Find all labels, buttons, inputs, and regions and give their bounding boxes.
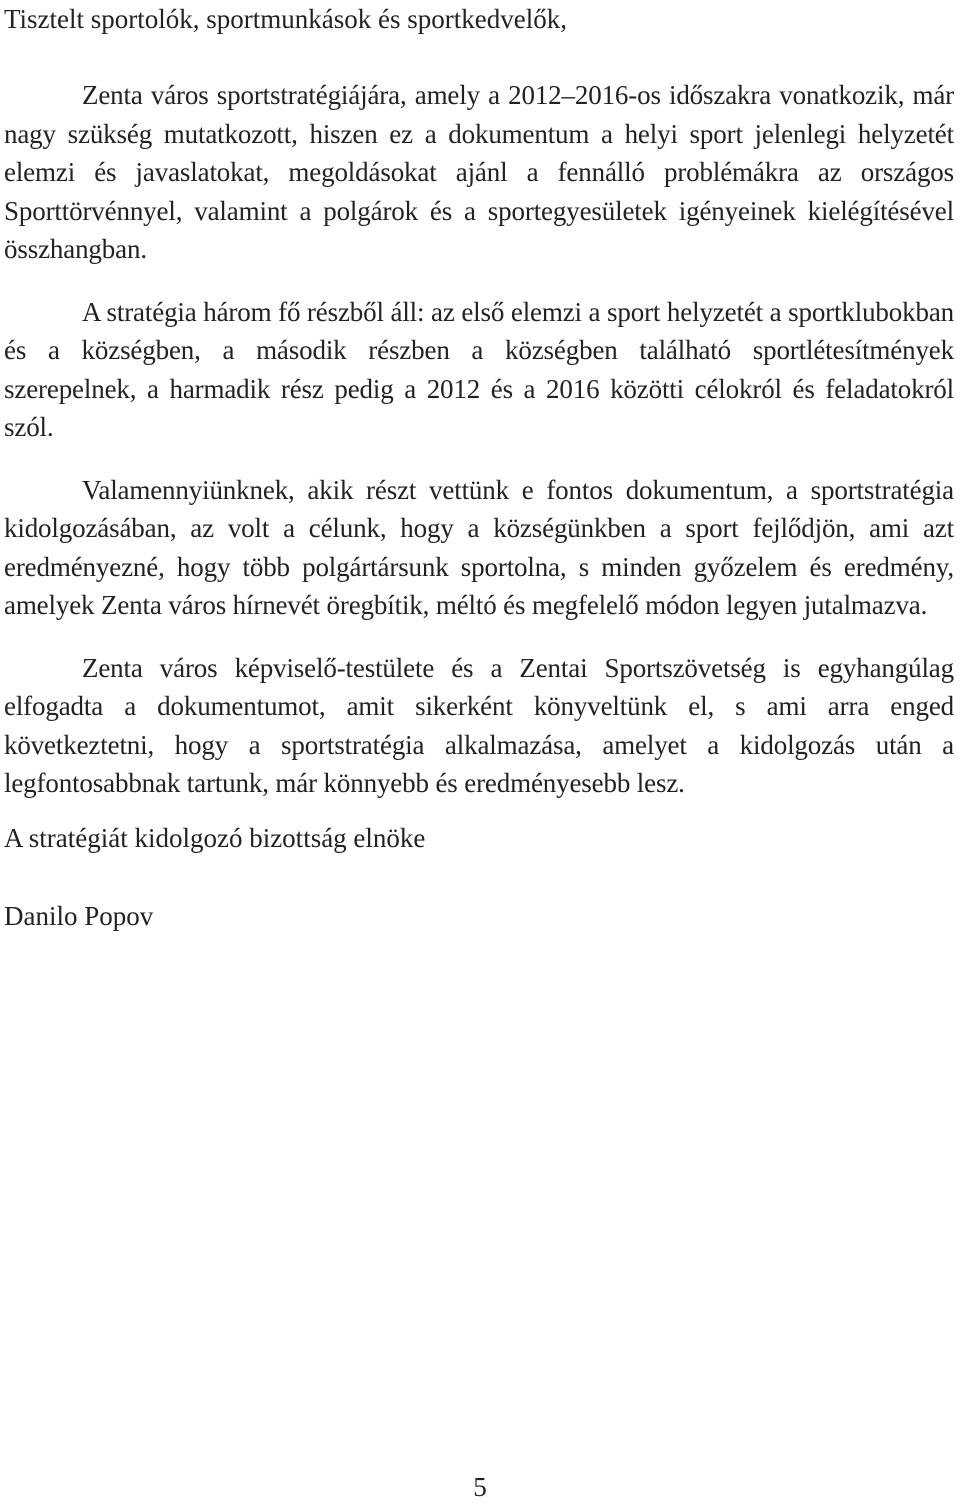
paragraph-structure: A stratégia három fő részből áll: az első elemzi a sport helyzetét a sportklubokban és a községben, a második részben a községben található sportlétesítmények szerepelnek, a harmadik rész pedig a 2012 és a 2016 közötti célokról és feladatokról szól. — [4, 296, 954, 442]
paragraph-goals: Valamennyiünknek, akik részt vettünk e fontos dokumentum, a sportstratégia kidolgozásában, az volt a célunk, hogy a községünkben a sport fejlődjön, ami azt eredményezné, hogy több polgártársunk sportolna, s minden győzelem és eredmény, amelyek Zenta város hírnevét öregbítik, méltó és megfelelő módon legyen jutalmazva. — [4, 474, 954, 620]
paragraph-adoption: Zenta város képviselő-testülete és a Zentai Sportszövetség is egyhangúlag elfogadta a dokumentumot, amit sikerként könyveltünk el, s ami arra enged következtetni, hogy a sportstratégia alkalmazása, amelyet a kidolgozás után a legfontosabbnak tartunk, már könnyebb és eredményesebb lesz. — [4, 652, 954, 798]
signature-name: Danilo Popov — [4, 900, 154, 931]
document-body — [4, 76, 954, 935]
greeting: Tisztelt sportolók, sportmunkások és sportkedvelők, — [4, 4, 567, 34]
signature-role: A stratégiát kidolgozó bizottság elnöke — [4, 822, 426, 853]
paragraph-intro: Zenta város sportstratégiájára, amely a 2012–2016-os időszakra vonatkozik, már nagy szükség mutatkozott, hiszen ez a dokumentum a helyi sport jelenlegi helyzetét elemzi és javaslatokat, megoldásokat ajánl a fennálló problémákra az országos Sporttörvénnyel, valamint a polgárok és a sportegyesületek igényeinek kielégítésével összhangban. — [4, 80, 954, 264]
page-number: 5 — [473, 1472, 487, 1502]
